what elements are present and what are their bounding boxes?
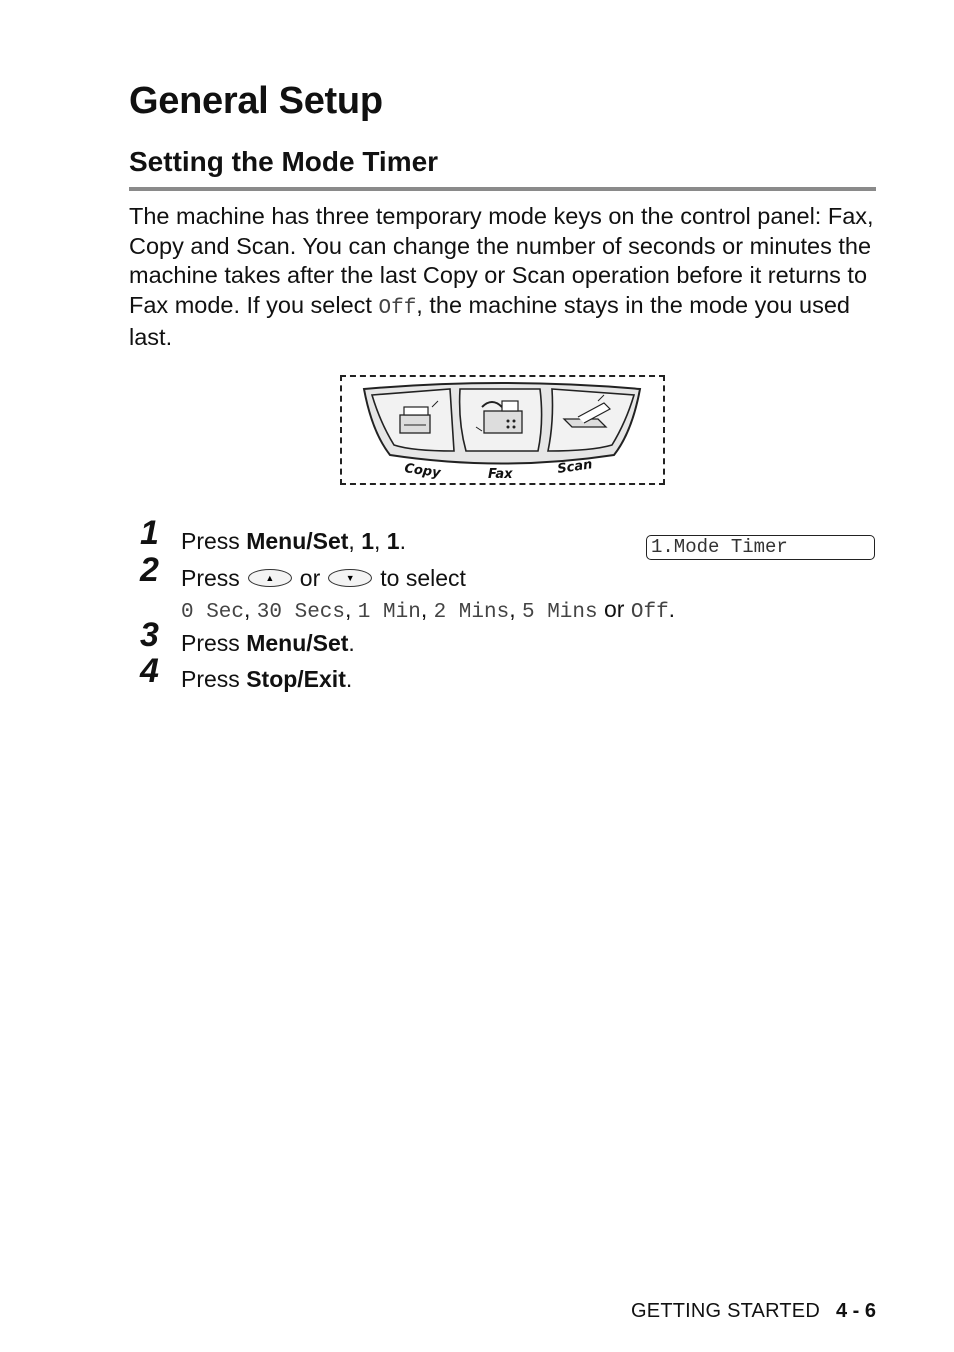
off-code: Off — [378, 296, 417, 320]
option-5-mins: 5 Mins — [522, 601, 598, 624]
step-suffix: to select — [380, 565, 466, 591]
separator: , — [348, 528, 362, 554]
scan-label: Scan — [556, 457, 594, 477]
stop-exit-key: Stop/Exit — [246, 666, 346, 692]
chapter-title: General Setup — [129, 80, 383, 122]
step-text — [181, 666, 352, 693]
copy-label: Copy — [403, 461, 442, 482]
intro-text-1: The machine has three temporary mode keys on the control panel: Fax, Copy and Scan. You can change the number of seconds or minutes the machine takes after the last Copy or Scan operation before it returns to Fax mode. If you select — [129, 203, 874, 318]
option-30-secs: 30 Secs — [256, 601, 346, 624]
page-number: 4 - 6 — [835, 1300, 876, 1322]
step-text — [181, 630, 355, 657]
step-number: 2 — [140, 551, 159, 589]
separator: , — [374, 528, 387, 554]
step-number: 3 — [140, 616, 159, 654]
step-text — [181, 528, 406, 555]
options-end: . — [668, 596, 676, 622]
section-divider — [129, 187, 876, 191]
lcd-display: 1.Mode Timer — [646, 535, 875, 560]
intro-text-2: , the machine stays in the mode you used last. — [129, 291, 850, 350]
options-or: or — [597, 596, 631, 622]
up-arrow-key-icon — [248, 569, 292, 587]
down-arrow-key-icon — [328, 569, 372, 587]
menu-set-key: Menu/Set — [246, 630, 349, 656]
fax-label: Fax — [488, 467, 513, 482]
step-prefix: Press — [181, 666, 247, 692]
step-number: 1 — [140, 514, 159, 552]
footer-section: GETTING STARTED — [631, 1300, 820, 1322]
mode-keys-illustration — [342, 377, 663, 483]
page-footer — [631, 1300, 876, 1323]
step-prefix: Press — [181, 565, 240, 591]
menu-set-key: Menu/Set — [246, 528, 349, 554]
down-arrow-icon: ▼ — [345, 572, 355, 583]
option-2-mins: 2 Mins — [433, 601, 510, 624]
up-arrow-icon: ▲ — [265, 572, 275, 583]
option-0-sec: 0 Sec — [181, 601, 245, 624]
step-prefix: Press — [181, 528, 247, 554]
section-title: Setting the Mode Timer — [129, 146, 439, 177]
intro-paragraph — [129, 202, 889, 353]
mode-keys-figure — [340, 375, 665, 485]
timer-options: 0 Sec, 30 Secs, 1 Min, 2 Mins, 5 Mins or Off. — [181, 596, 676, 624]
step-prefix: Press — [181, 630, 247, 656]
fax-key — [460, 389, 542, 451]
step-suffix: . — [348, 630, 355, 656]
step-suffix: . — [345, 666, 353, 692]
step-number: 4 — [140, 652, 159, 690]
digit-key: 1 — [386, 528, 400, 554]
option-1-min: 1 Min — [357, 601, 421, 624]
step-text — [181, 565, 466, 592]
option-off: Off — [630, 601, 669, 624]
digit-key: 1 — [361, 528, 374, 554]
step-suffix: . — [399, 528, 406, 554]
step-or: or — [299, 565, 321, 591]
